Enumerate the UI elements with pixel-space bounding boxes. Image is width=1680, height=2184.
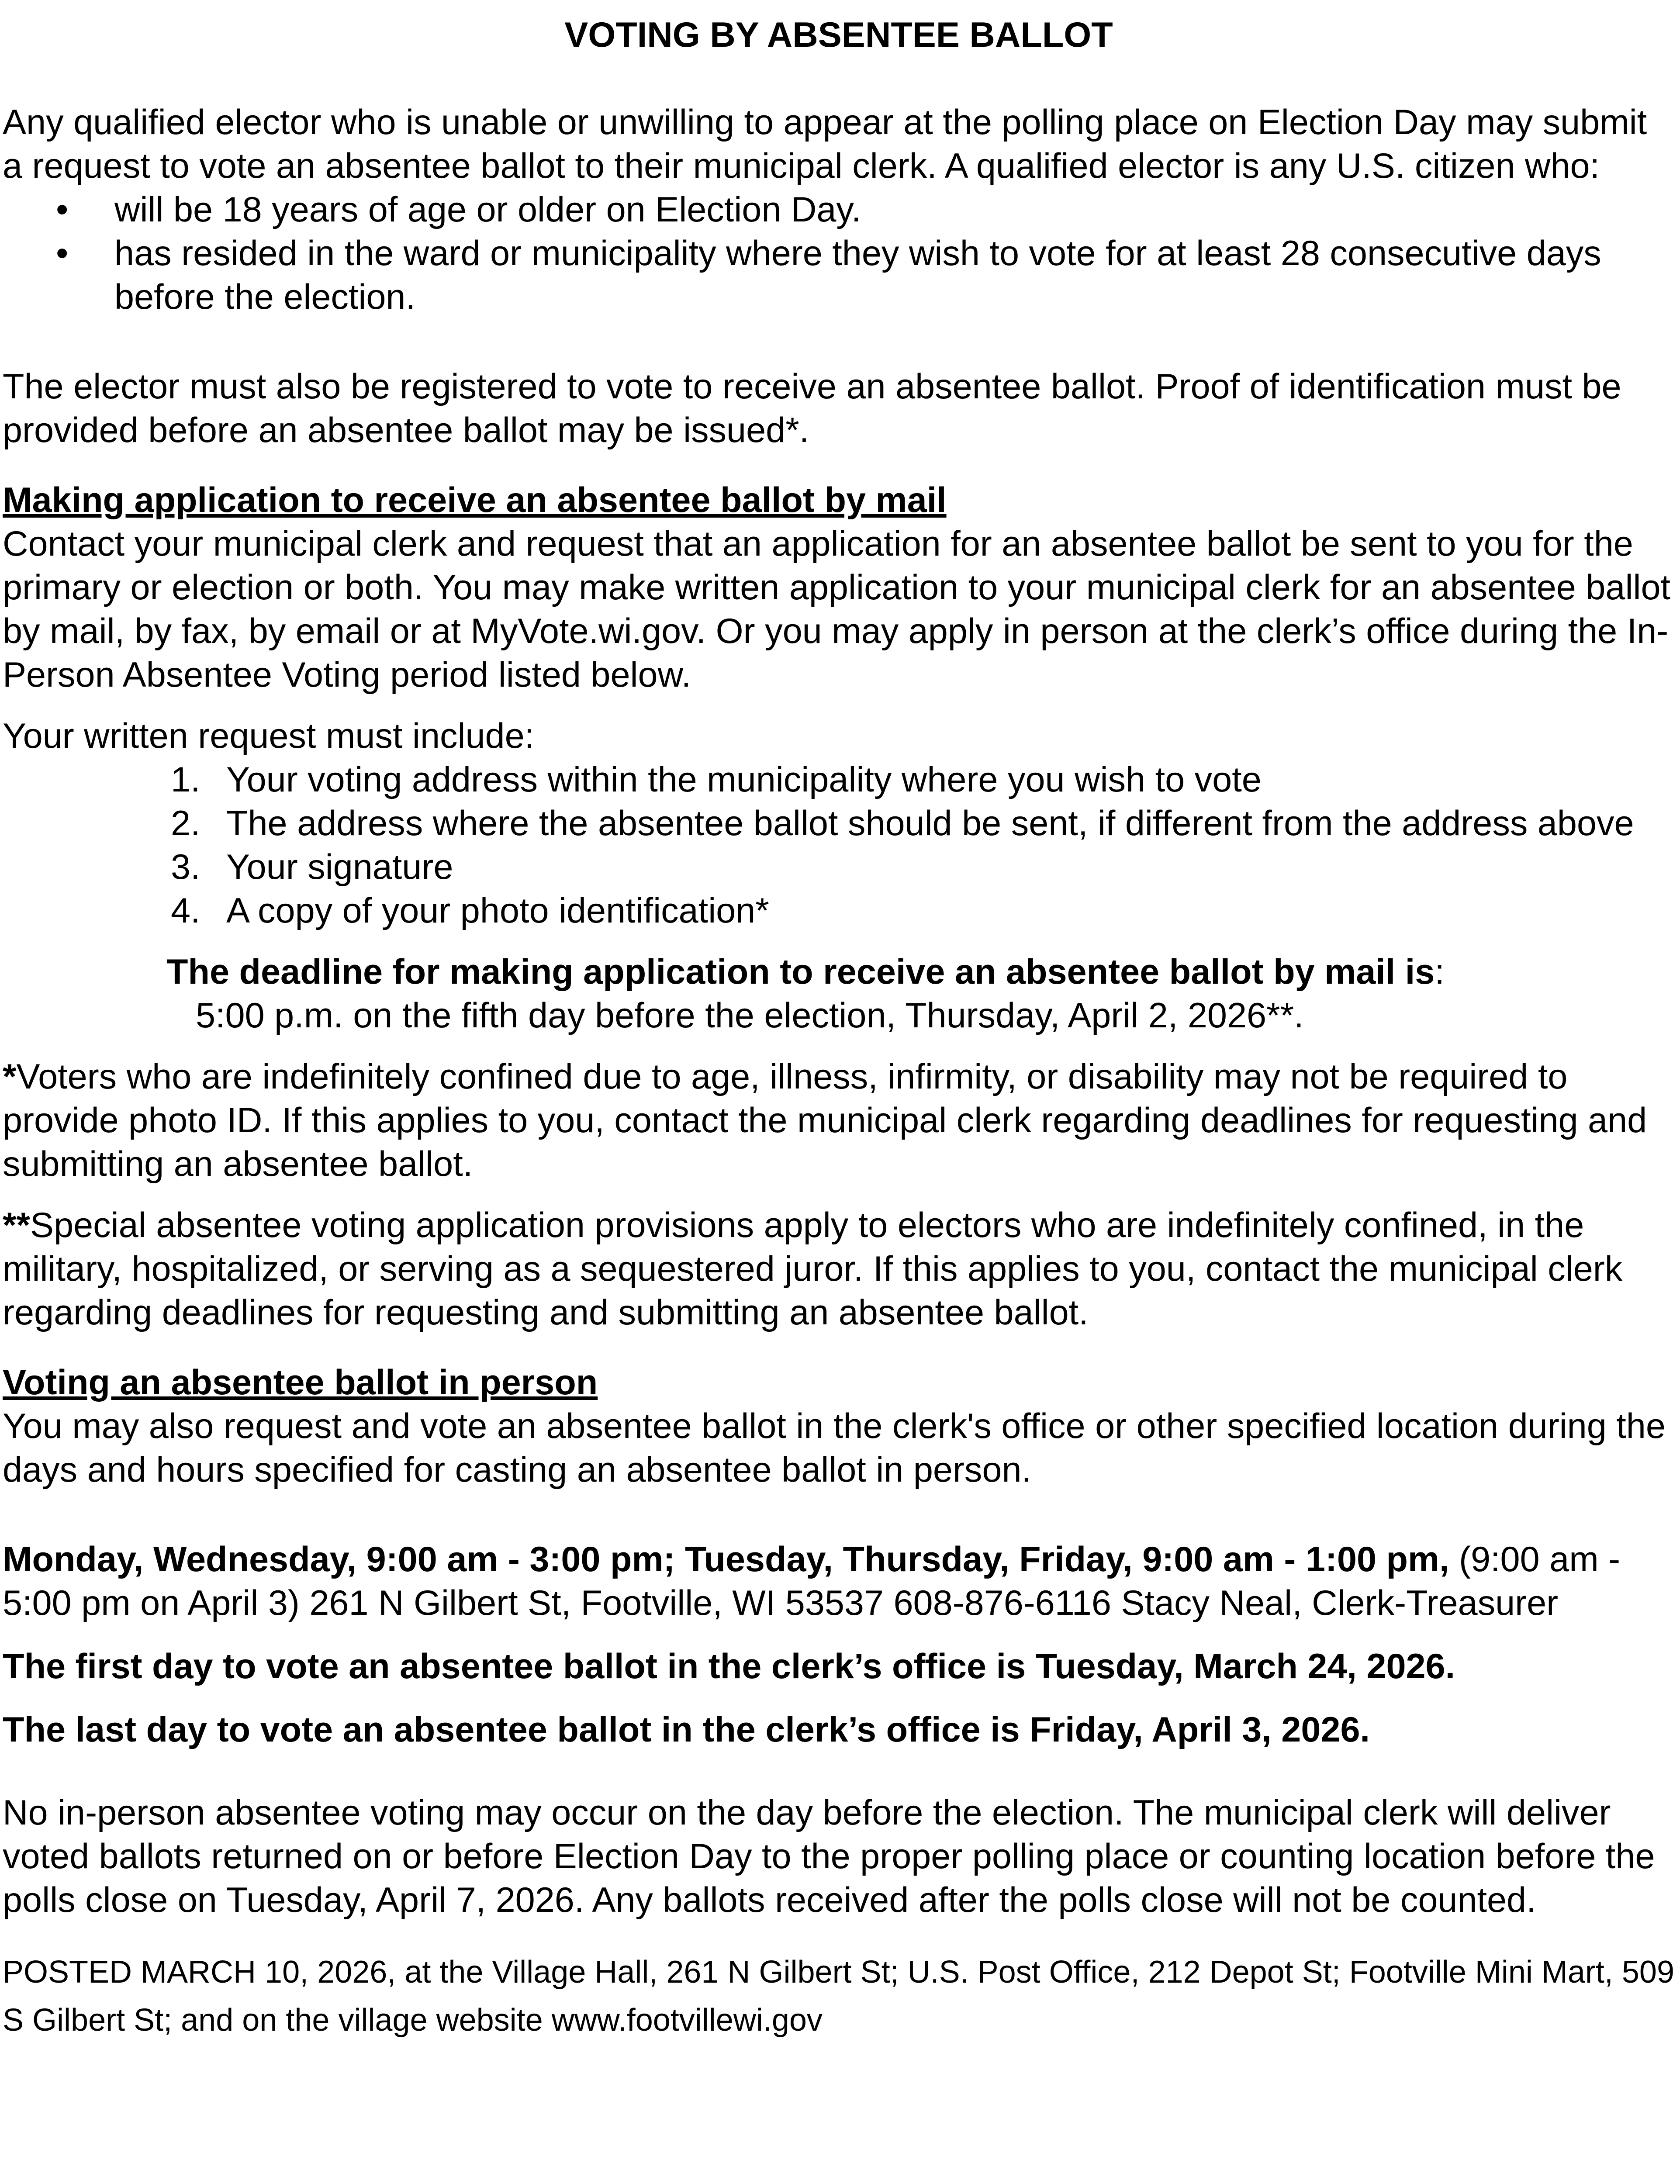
mail-deadline-label-text: The deadline for making application to receive an absentee ballot by mail is <box>166 952 1435 992</box>
in-person-hours <box>3 1538 1675 1625</box>
list-item-text: Your voting address within the municipality where you wish to vote <box>226 760 1262 799</box>
requirements-list <box>3 758 1675 933</box>
bullet-icon: • <box>56 234 69 273</box>
mail-section-heading: Making application to receive an absentee ballot by mail <box>3 480 947 520</box>
list-item <box>3 232 1675 319</box>
footnote-mark: * <box>3 1057 17 1096</box>
list-item-number: 4. <box>171 891 200 930</box>
list-item <box>3 845 1675 889</box>
footnote-text: Voters who are indefinitely confined due to age, illness, infirmity, or disability may not be required to provide photo ID. If this applies to you, contact the municipal clerk regarding deadlines for requesting and submitting an absentee ballot. <box>3 1057 1647 1184</box>
list-item-text: will be 18 years of age or older on Election Day. <box>114 190 861 229</box>
in-person-heading: Voting an absentee ballot in person <box>3 1363 598 1402</box>
request-intro: Your written request must include: <box>3 716 535 756</box>
intro-paragraph: Any qualified elector who is unable or unwilling to appear at the polling place on Election Day may submit a request to vote an absentee ballot to their municipal clerk. A qualified elector is any U.S. citizen who: <box>3 103 1647 186</box>
page-title: VOTING BY ABSENTEE BALLOT <box>564 15 1113 55</box>
mail-deadline-label <box>3 950 1675 994</box>
list-item-number: 3. <box>171 847 200 887</box>
posted-notice: POSTED MARCH 10, 2026, at the Village Hall, 261 N Gilbert St; U.S. Post Office, 212 Depot St; Footville Mini Mart, 509 S Gilbert St; and on the village website www.footvillewi.gov <box>3 1955 1675 2038</box>
mail-deadline-value: 5:00 p.m. on the fifth day before the election, Thursday, April 2, 2026**. <box>196 996 1304 1035</box>
in-person-hours-location: (9:00 am - 5:00 pm on April 3) 261 N Gilbert St, Footville, WI 53537 608-876-6116 Stacy Neal, Clerk-Treasurer <box>3 1540 1621 1623</box>
closing-paragraph: No in-person absentee voting may occur on the day before the election. The municipal clerk will deliver voted ballots returned on or before Election Day to the proper polling place or counting location before the polls close on Tuesday, April 7, 2026. Any ballots received after the polls close will not be counted. <box>3 1793 1655 1920</box>
list-item-number: 1. <box>171 760 200 799</box>
last-day-notice: The last day to vote an absentee ballot in the clerk’s office is Friday, April 3, 2026. <box>3 1710 1370 1749</box>
footnote-mark: ** <box>3 1206 31 1245</box>
mail-deadline-colon: : <box>1435 952 1445 992</box>
first-day-notice: The first day to vote an absentee ballot in the clerk’s office is Tuesday, March 24, 2026. <box>3 1647 1455 1686</box>
footnote-special-provisions <box>3 1203 1675 1334</box>
list-item-text: The address where the absentee ballot should be sent, if different from the address above <box>226 804 1634 843</box>
footnote-text: Special absentee voting application provisions apply to electors who are indefinitely confined, in the military, hospitalized, or serving as a sequestered juror. If this applies to you, contact the municipal clerk regarding deadlines for requesting and submitting an absentee ballot. <box>3 1206 1623 1332</box>
in-person-hours-days: Monday, Wednesday, 9:00 am - 3:00 pm; Tuesday, Thursday, Friday, 9:00 am - 1:00 pm, <box>3 1540 1449 1579</box>
list-item-number: 2. <box>171 804 200 843</box>
list-item-text: has resided in the ward or municipality where they wish to vote for at least 28 consecutive days before the election. <box>114 234 1601 317</box>
list-item <box>3 802 1675 845</box>
list-item-text: A copy of your photo identification* <box>226 891 769 930</box>
mail-section-paragraph: Contact your municipal clerk and request that an application for an absentee ballot be sent to you for the primary or election or both. You may make written application to your municipal clerk for an absentee ballot by mail, by fax, by email or at MyVote.wi.gov. Or you may apply in person at the clerk’s office during the In-Person Absentee Voting period listed below. <box>3 524 1670 695</box>
list-item-text: Your signature <box>226 847 453 887</box>
in-person-paragraph: You may also request and vote an absentee ballot in the clerk's office or other specified location during the days and hours specified for casting an absentee ballot in person. <box>3 1406 1666 1489</box>
registration-paragraph: The elector must also be registered to vote to receive an absentee ballot. Proof of identification must be provided before an absentee ballot may be issued*. <box>3 367 1621 450</box>
footnote-confined <box>3 1055 1675 1186</box>
bullet-icon: • <box>56 190 69 229</box>
list-item <box>3 188 1675 232</box>
list-item <box>3 889 1675 933</box>
eligibility-list <box>3 188 1675 319</box>
list-item <box>3 758 1675 802</box>
